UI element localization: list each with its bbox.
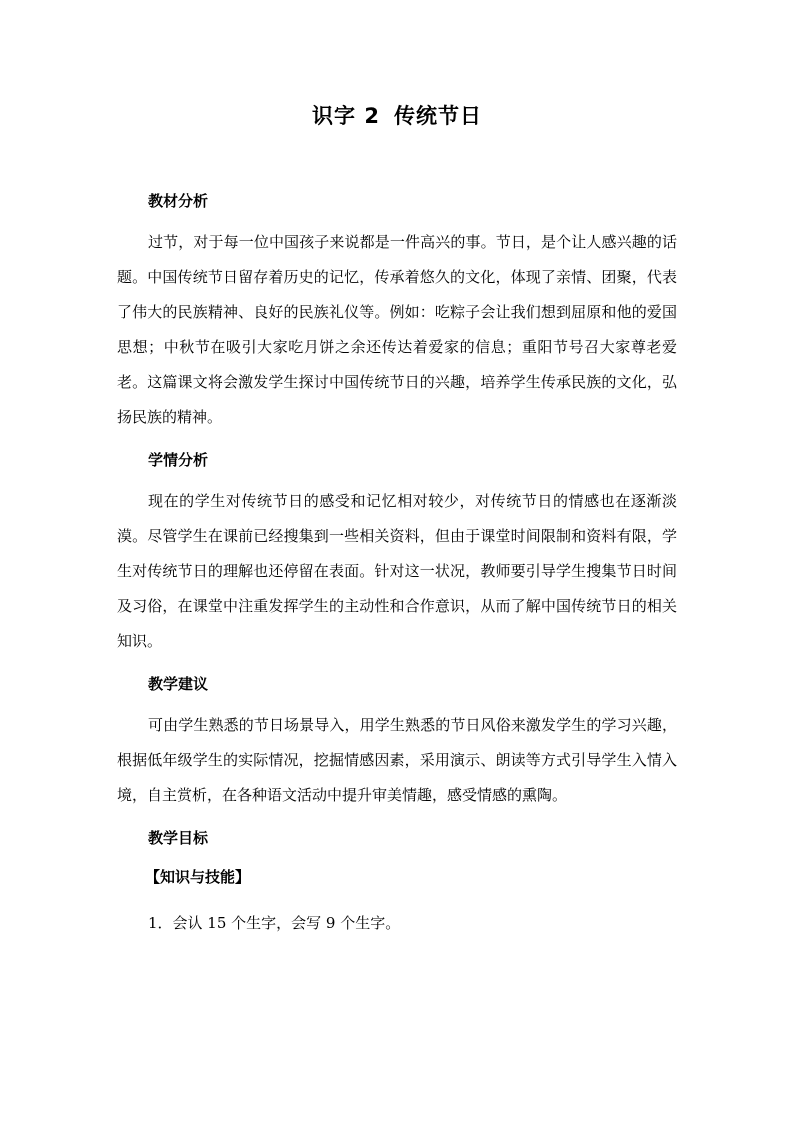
objectives-subheading: 【知识与技能】 xyxy=(145,868,251,886)
section-body-student-analysis: 现在的学生对传统节日的感受和记忆相对较少，对传统节日的情感也在逐渐淡漠。尽管学生在课前已经搜集到一些相关资料，但由于课堂时间限制和资料有限，学生对传统节日的理解也还停留在表面。针对这一状况，教师要引导学生搜集节日时间及习俗，在课堂中注重发挥学生的主动性和合作意识，从而了解中国传统节日的相关知识。 xyxy=(117,492,677,650)
section-heading-teaching-suggestions: 教学建议 xyxy=(148,675,209,693)
document-body xyxy=(117,186,677,938)
section-body-textbook-analysis: 过节，对于每一位中国孩子来说都是一件高兴的事。节日，是个让人感兴趣的话题。中国传统节日留存着历史的记忆，传承着悠久的文化，体现了亲情、团聚，代表了伟大的民族精神、良好的民族礼仪等。例如：吃粽子会让我们想到屈原和他的爱国思想；中秋节在吸引大家吃月饼之余还传达着爱家的信息；重阳节号召大家尊老爱老。这篇课文将会激发学生探讨中国传统节日的兴趣，培养学生传承民族的文化，弘扬民族的精神。 xyxy=(117,233,677,426)
section-heading-teaching-objectives: 教学目标 xyxy=(148,829,209,847)
section-heading-student-analysis: 学情分析 xyxy=(148,451,209,469)
page-title xyxy=(0,100,794,132)
lesson-name: 传统节日 xyxy=(393,104,482,128)
lesson-number: 识字 2 xyxy=(312,104,380,128)
objective-item: 1．会认 15 个生字，会写 9 个生字。 xyxy=(148,914,401,932)
section-heading-textbook-analysis: 教材分析 xyxy=(148,192,209,210)
section-body-teaching-suggestions: 可由学生熟悉的节日场景导入，用学生熟悉的节日风俗来激发学生的学习兴趣，根据低年级学生的实际情况，挖掘情感因素，采用演示、朗读等方式引导学生入情入境，自主赏析，在各种语文活动中提升审美情趣，感受情感的熏陶。 xyxy=(117,716,677,804)
